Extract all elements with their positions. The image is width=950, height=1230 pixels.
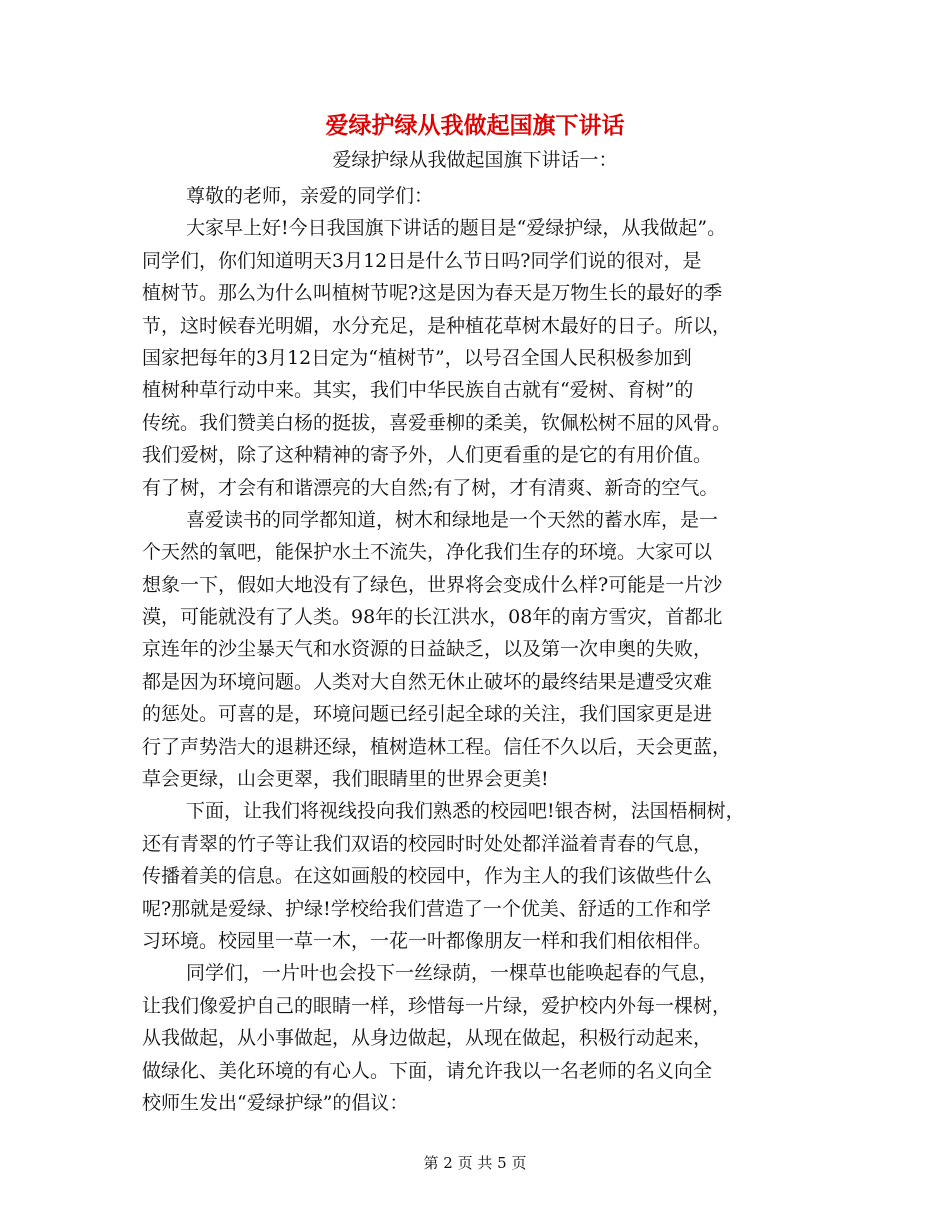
text-line: 的惩处。可喜的是，环境问题已经引起全球的关注，我们国家更是进 — [142, 703, 713, 726]
text-line: 国家把每年的3月12日定为“植树节”，以号召全国人民积极参加到 — [142, 346, 692, 369]
text-line: 植树节。那么为什么叫植树节呢?这是因为春天是万物生长的最好的季 — [142, 282, 723, 305]
text-line: 同学们，你们知道明天3月12日是什么节日吗?同学们说的很对，是 — [142, 249, 702, 272]
text-line: 做绿化、美化环境的有心人。下面，请允许我以一名老师的名义向全 — [142, 1059, 713, 1082]
text-line: 个天然的氧吧，能保护水土不流失，净化我们生存的环境。大家可以 — [142, 541, 713, 564]
text-line: 京连年的沙尘暴天气和水资源的日益缺乏，以及第一次申奥的失败， — [142, 638, 713, 661]
text-line: 都是因为环境问题。人类对大自然无休止破坏的最终结果是遭受灾难 — [142, 670, 713, 693]
text-line: 草会更绿，山会更翠，我们眼睛里的世界会更美! — [142, 768, 549, 791]
text-line: 从我做起，从小事做起，从身边做起，从现在做起，积极行动起来， — [142, 1027, 713, 1050]
text-line: 节，这时候春光明媚，水分充足，是种植花草树木最好的日子。所以， — [142, 314, 732, 337]
text-line: 同学们，一片叶也会投下一丝绿荫，一棵草也能唤起春的气息， — [186, 962, 719, 985]
text-line: 尊敬的老师，亲爱的同学们： — [186, 185, 434, 207]
text-line: 我们爱树，除了这种精神的寄予外，人们更看重的是它的有用价值。 — [142, 444, 713, 467]
text-line: 传播着美的信息。在这如画般的校园中，作为主人的我们该做些什么 — [142, 865, 713, 888]
text-line: 大家早上好!今日我国旗下讲话的题目是“爱绿护绿，从我做起”。 — [186, 217, 727, 240]
document-subtitle: 爱绿护绿从我做起国旗下讲话一： — [332, 149, 618, 171]
text-line: 想象一下，假如大地没有了绿色，世界将会变成什么样?可能是一片沙 — [142, 573, 723, 596]
text-line: 漠，可能就没有了人类。98年的长江洪水，08年的南方雪灾，首都北 — [142, 606, 723, 629]
text-line: 喜爱读书的同学都知道，树木和绿地是一个天然的蓄水库，是一 — [186, 508, 719, 531]
text-line: 校师生发出“爱绿护绿”的倡议： — [142, 1091, 409, 1114]
text-line: 还有青翠的竹子等让我们双语的校园时时处处都洋溢着青春的气息， — [142, 832, 713, 855]
text-line: 植树种草行动中来。其实，我们中华民族自古就有“爱树、育树”的 — [142, 379, 694, 402]
document-title: 爱绿护绿从我做起国旗下讲话 — [325, 112, 625, 139]
text-line: 有了树，才会有和谐漂亮的大自然;有了树，才有清爽、新奇的空气。 — [142, 476, 719, 499]
text-line: 呢?那就是爱绿、护绿!学校给我们营造了一个优美、舒适的工作和学 — [142, 897, 711, 920]
text-line: 让我们像爱护自己的眼睛一样，珍惜每一片绿，爱护校内外每一棵树， — [142, 994, 732, 1017]
page-footer: 第 2 页 共 5 页 — [423, 1154, 527, 1172]
text-line: 下面，让我们将视线投向我们熟悉的校园吧!银杏树，法国梧桐树， — [186, 800, 745, 823]
document-body — [142, 180, 832, 1119]
text-line: 习环境。校园里一草一木，一花一叶都像朋友一样和我们相依相伴。 — [142, 929, 713, 952]
text-line: 行了声势浩大的退耕还绿，植树造林工程。信任不久以后，天会更蓝， — [142, 735, 732, 758]
text-line: 传统。我们赞美白杨的挺拔，喜爱垂柳的柔美，钦佩松树不屈的风骨。 — [142, 411, 732, 434]
